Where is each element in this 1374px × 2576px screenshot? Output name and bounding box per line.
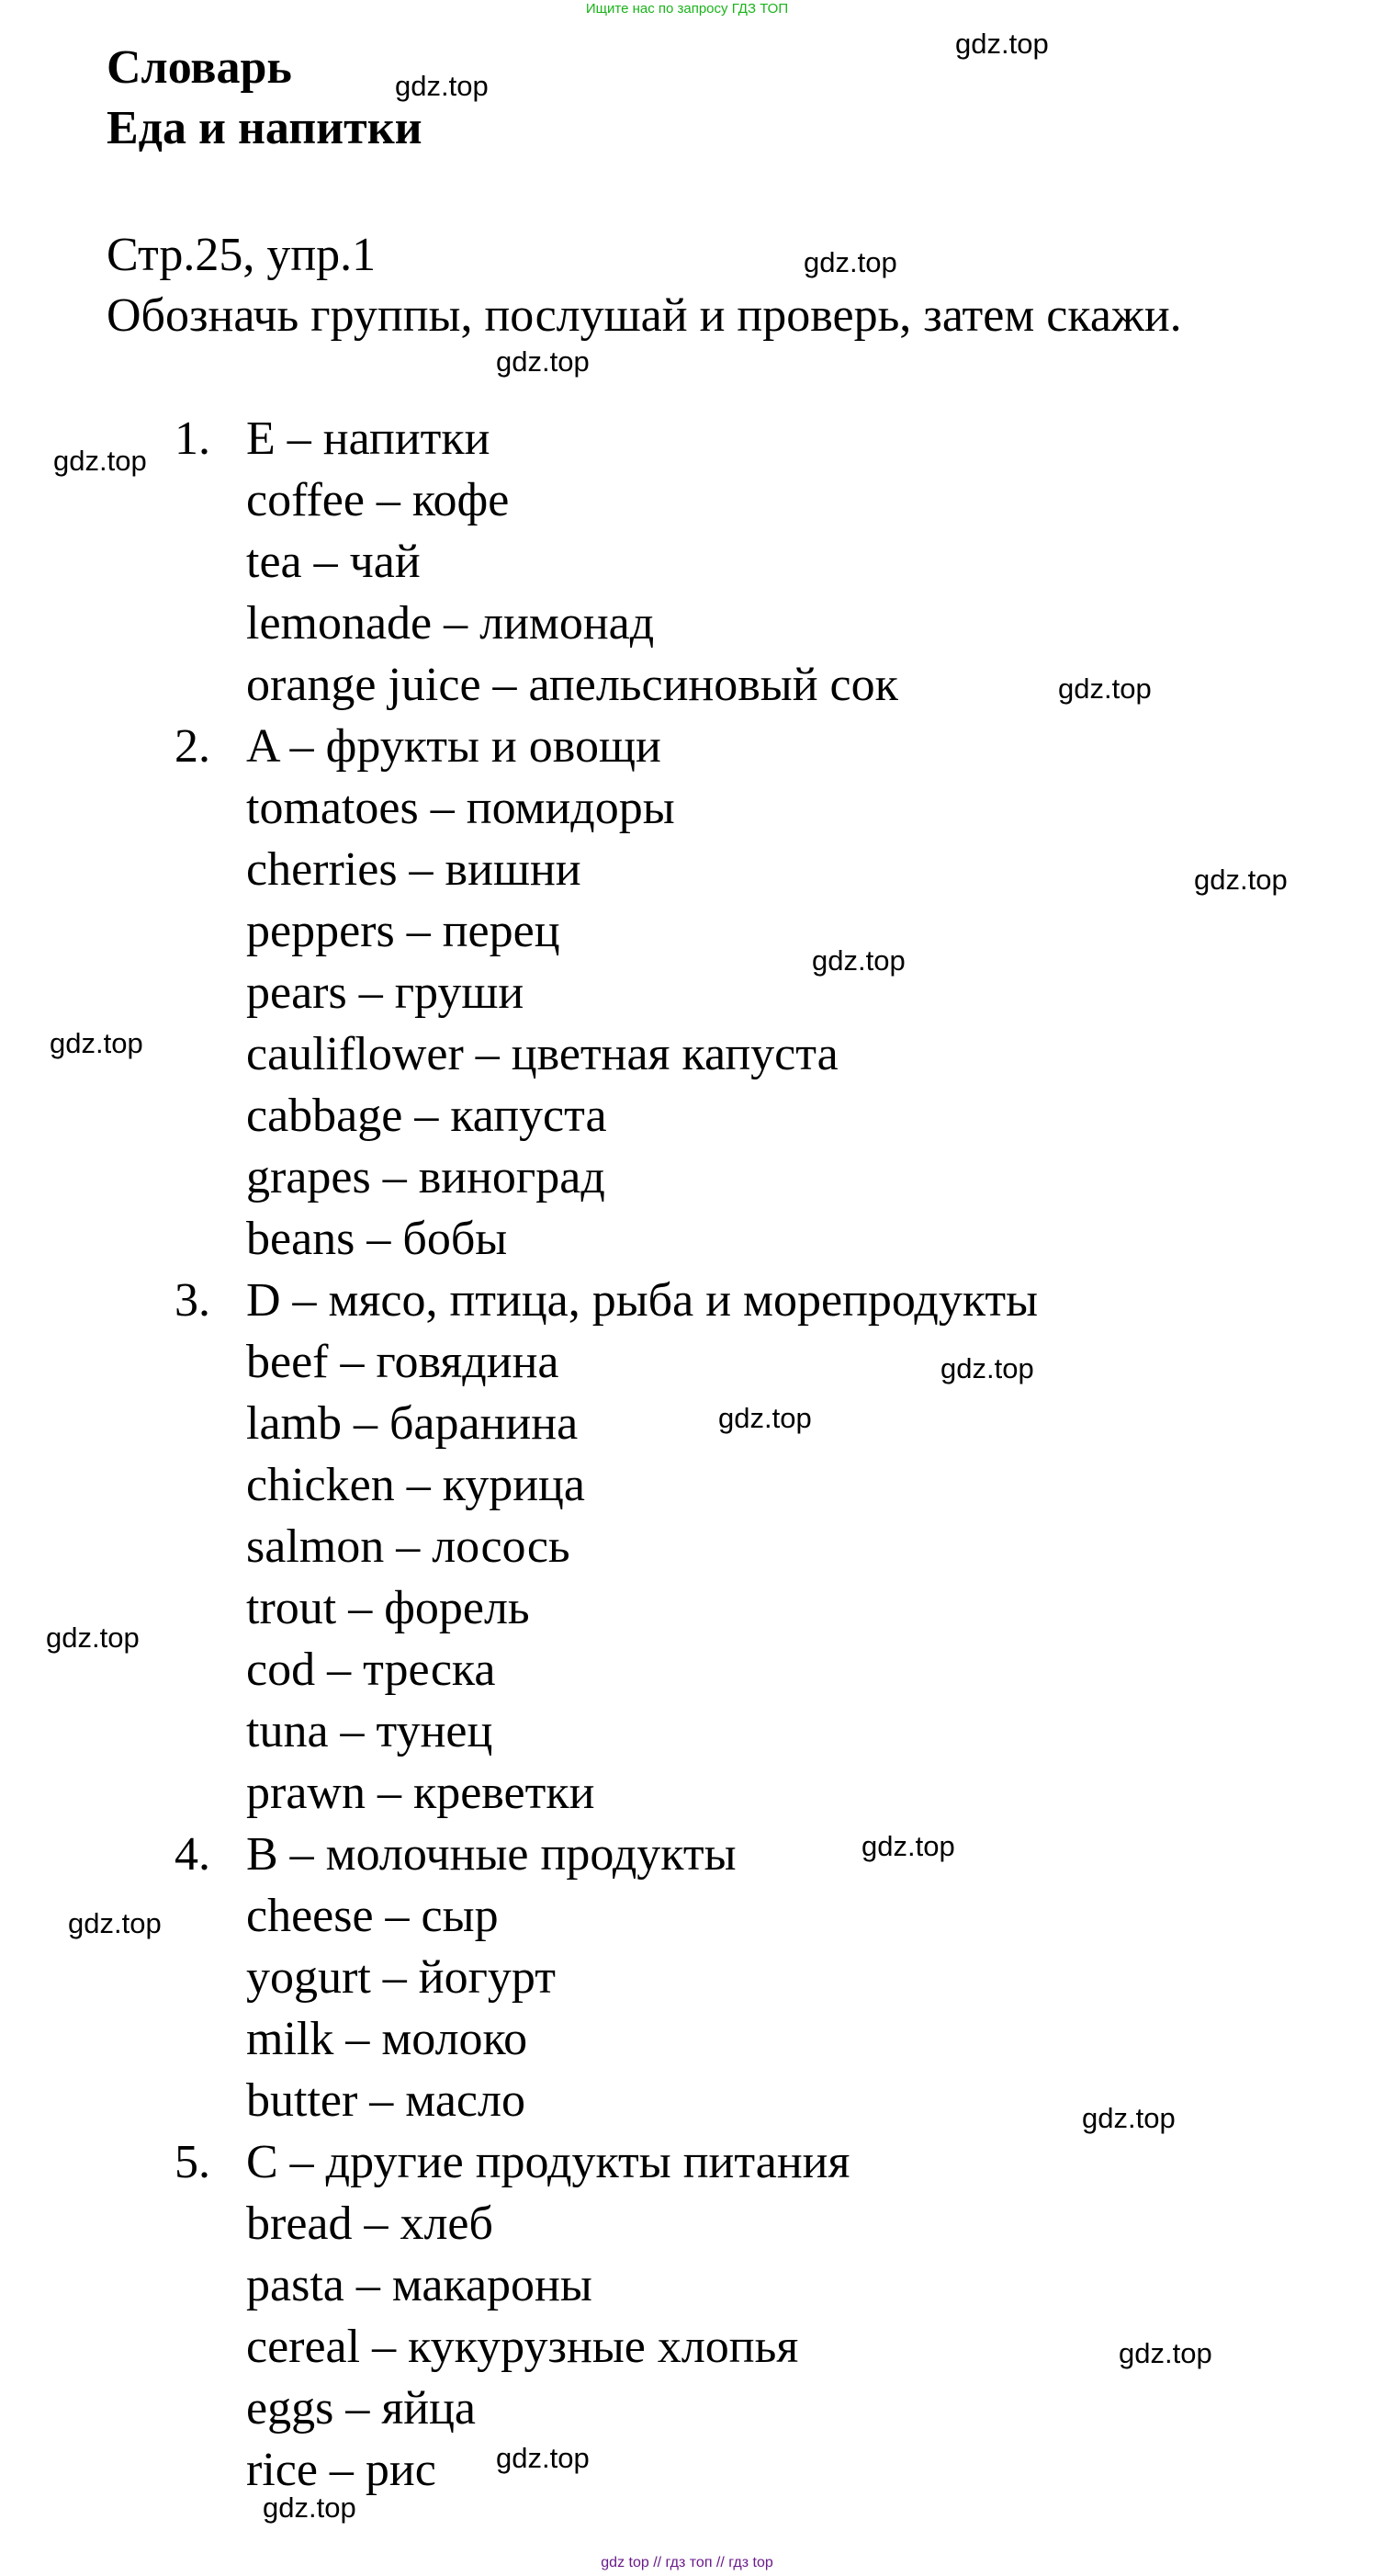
vocab-item: salmon – лосось: [246, 1520, 570, 1573]
page-reference: Стр.25, упр.1: [107, 229, 377, 281]
vocab-item: cabbage – капуста: [246, 1090, 607, 1142]
vocab-item: cod – треска: [246, 1644, 496, 1696]
vocab-item: cherries – вишни: [246, 843, 581, 896]
watermark: gdz.top: [940, 1352, 1034, 1384]
footer-links: gdz top // гдз топ // гдз top: [601, 2555, 773, 2570]
watermark: gdz.top: [496, 345, 590, 378]
group-number: 5.: [175, 2136, 210, 2188]
vocab-item: orange juice – апельсиновый сок: [246, 659, 898, 711]
vocab-item: lemonade – лимонад: [246, 597, 655, 650]
vocab-item: cheese – сыр: [246, 1890, 499, 1942]
watermark: gdz.top: [50, 1027, 143, 1059]
vocab-item: pasta – макароны: [246, 2259, 592, 2311]
vocab-item: tuna – тунец: [246, 1705, 493, 1757]
group-heading: D – мясо, птица, рыба и морепродукты: [246, 1274, 1039, 1327]
vocab-item: rice – рис: [246, 2444, 436, 2496]
watermark: gdz.top: [862, 1830, 955, 1862]
top-banner: Ищите нас по запросу ГДЗ ТОП: [585, 1, 789, 17]
vocab-item: grapes – виноград: [246, 1151, 605, 1203]
group-number: 2.: [175, 720, 210, 773]
watermark: gdz.top: [46, 1621, 140, 1654]
vocab-item: tomatoes – помидоры: [246, 782, 675, 834]
group-number: 4.: [175, 1828, 210, 1881]
vocab-item: bread – хлеб: [246, 2198, 493, 2250]
exercise-instruction: Обозначь группы, послушай и проверь, затем скажи.: [107, 289, 1182, 342]
watermark: gdz.top: [68, 1907, 162, 1939]
watermark: gdz.top: [496, 2442, 590, 2474]
vocab-item: cauliflower – цветная капуста: [246, 1028, 839, 1080]
vocab-item: cereal – кукурузные хлопья: [246, 2321, 799, 2373]
vocab-item: beans – бобы: [246, 1213, 508, 1265]
watermark: gdz.top: [718, 1402, 812, 1434]
vocab-item: peppers – перец: [246, 905, 560, 957]
watermark: gdz.top: [1058, 672, 1152, 705]
watermark: gdz.top: [263, 2491, 356, 2524]
vocab-item: milk – молоко: [246, 2013, 528, 2065]
group-heading: C – другие продукты питания: [246, 2136, 850, 2188]
vocab-item: beef – говядина: [246, 1336, 559, 1388]
vocab-item: butter – масло: [246, 2074, 525, 2127]
group-heading: E – напитки: [246, 412, 490, 465]
group-heading: B – молочные продукты: [246, 1828, 737, 1881]
vocab-item: prawn – креветки: [246, 1767, 595, 1819]
watermark: gdz.top: [1082, 2102, 1176, 2134]
watermark: gdz.top: [812, 944, 906, 977]
watermark: gdz.top: [804, 246, 897, 278]
watermark: gdz.top: [955, 28, 1049, 60]
watermark: gdz.top: [53, 445, 147, 477]
vocab-item: pears – груши: [246, 966, 524, 1019]
watermark: gdz.top: [1119, 2337, 1212, 2369]
vocab-item: tea – чай: [246, 536, 421, 588]
group-number: 1.: [175, 412, 210, 465]
vocab-item: coffee – кофе: [246, 474, 510, 526]
page-title: Словарь: [107, 41, 292, 94]
group-number: 3.: [175, 1274, 210, 1327]
vocab-item: trout – форель: [246, 1582, 530, 1634]
vocab-item: chicken – курица: [246, 1459, 585, 1511]
vocab-item: lamb – баранина: [246, 1397, 579, 1450]
watermark: gdz.top: [395, 70, 489, 102]
group-heading: A – фрукты и овощи: [246, 720, 661, 773]
vocab-item: eggs – яйца: [246, 2382, 476, 2435]
vocab-item: yogurt – йогурт: [246, 1951, 556, 2004]
page-subtitle: Еда и напитки: [107, 102, 422, 154]
watermark: gdz.top: [1194, 864, 1288, 896]
